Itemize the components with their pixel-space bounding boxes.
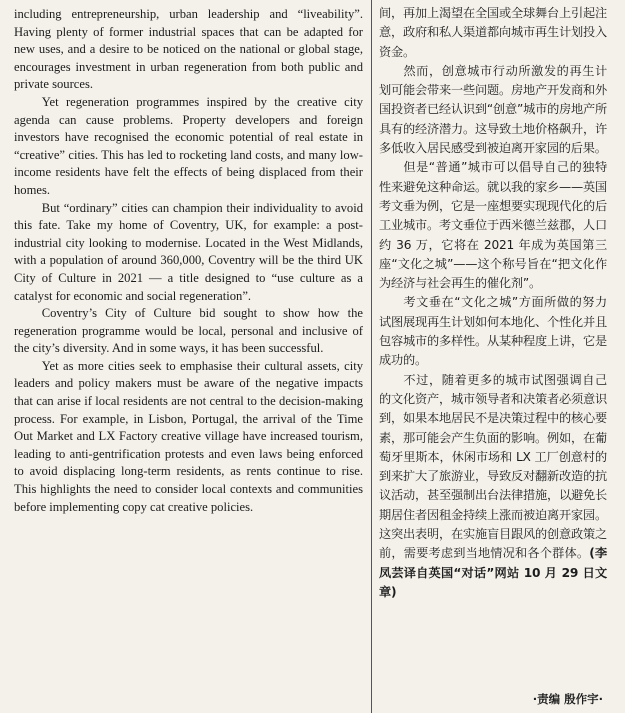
chinese-paragraph-2: 然而，创意城市行动所激发的再生计划可能会带来一些问题。房地产开发商和外国投资者已经认识到“创意”城市的房地产所具有的经济潜力。这导致土地价格飙升，许多低收入居民感受到被迫离开家园的后果。 [379,63,608,156]
chinese-paragraph-4: 考文垂在“文化之城”方面所做的努力试图展现再生计划如何本地化、个性化并且包容城市的多样性。从某种程度上讲，它是成功的。 [379,295,607,368]
chinese-paragraph-5-text: 不过，随着更多的城市试图强调自己的文化资产，城市领导者和决策者必须意识到，如果本地居民不是决策过程中的核心要素，那可能会产生负面的影响。例如，在葡萄牙里斯本，休闲市场和 LX 工厂创意村的到来扩大了旅游业，导致反对翻新改造的抗议活动，甚至强制出台法律措施，以避免长期居住者因租金持续上涨而被迫离开家园。这突出表明，在实施盲目跟风的创意政策之前，需要考虑到当地情况和各个群体。 [379,372,607,561]
english-paragraph-3: But “ordinary” cities can champion their individuality to avoid this fate. Take my home of Coventry, UK, for example: a post-industrial city looking to modernise. Located in the West Midlands, with a population of around 360,000, Coventry will be the third UK City of Culture in 2021 — a title designed to “use culture as a catalyst for economic and social regeneration”. [14,200,363,303]
column-divider [371,0,372,713]
english-paragraph-1: including entrepreneurship, urban leadership and “liveability”. Having plenty of former industrial spaces that can be adapted for new uses, and a desire to be noticed on the national or global stage, encourages investment in urban regeneration from both public and private sources. [14,7,363,92]
english-paragraph-5: Yet as more cities seek to emphasise their cultural assets, city leaders and policy makers must be aware of the negative impacts that can arise if local residents are not central to the decision-making process. For example, in Lisbon, Portugal, the arrival of the Time Out Market and LX Factory creative village have increased tourism, leading to anti-gentrification protests and even laws being enforced to avoid displacing long-term residents, as rents continue to rise. This highlights the need to consider local contexts and communities before implementing copy cat creative policies. [14,358,363,514]
english-paragraph-4: Coventry’s City of Culture bid sought to show how the regeneration programme would be local, personal and inclusive of the city’s diversity. And in some ways, it has been successful. [14,306,363,356]
english-paragraph-2: Yet regeneration programmes inspired by the creative city agenda can cause problems. Property developers and foreign investors have recognised the economic potential of real estate in “creative” cities. This has led to rocketing land costs, and many low-income residents have felt the effects of being displaced from their homes. [14,94,363,197]
editor-credit: ·责编 殷作宇· [532,692,603,706]
chinese-column [379,4,607,602]
chinese-paragraph-3: 但是“普通”城市可以倡导自己的独特性来避免这种命运。就以我的家乡——英国考文垂为例，它是一座想要实现现代化的后工业城市。考文垂位于西米德兰兹郡，人口约 36 万，它将在 2021 年成为英国第三座“文化之城”——这个称号旨在“把文化作为经济与社会再生的催化剂”。 [379,160,607,291]
english-column [14,6,363,516]
chinese-paragraph-1: 间，再加上渴望在全国或全球舞台上引起注意，政府和私人渠道都向城市再生计划投入资金。 [379,6,607,59]
source-credit: (李凤芸译自英国“对话”网站 10 月 29 日文章) [379,546,608,599]
chinese-paragraph-5 [379,371,607,603]
